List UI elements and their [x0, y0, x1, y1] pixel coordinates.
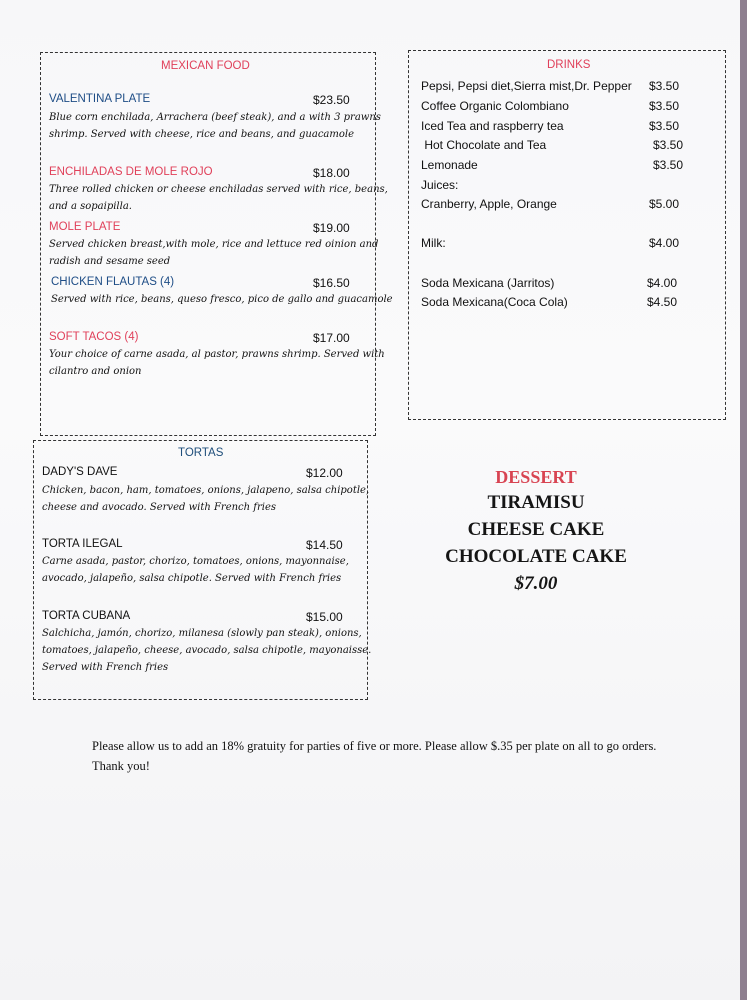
menu-item-description: Blue corn enchilada, Arrachera (beef steak), and a with 3 prawns — [49, 112, 381, 123]
drink-name: Hot Chocolate and Tea — [421, 138, 547, 152]
drink-name: Lemonade — [421, 158, 478, 172]
menu-item-name: SOFT TACOS (4) — [49, 331, 139, 343]
drink-price: $4.00 — [647, 276, 678, 290]
drink-price: $3.50 — [653, 138, 684, 152]
drink-row — [421, 236, 715, 254]
drink-price: $3.50 — [653, 158, 684, 172]
gratuity-note: Please allow us to add an 18% gratuity for parties of five or more. Please allow $.35 per plate on all to go orders. Thank you! — [92, 739, 657, 773]
drink-name: Coffee Organic Colombiano — [421, 99, 569, 113]
torta-name: TORTA ILEGAL — [42, 538, 123, 550]
drinks-title: DRINKS — [547, 59, 591, 71]
mexican-food-title: MEXICAN FOOD — [161, 60, 250, 72]
torta-description: Served with French fries — [42, 662, 169, 673]
dessert-price: $7.00 — [514, 573, 558, 594]
torta-description: Carne asada, pastor, chorizo, tomatoes, onions, mayonnaise, — [42, 556, 349, 567]
torta-name: TORTA CUBANA — [42, 610, 131, 622]
drink-price: $4.50 — [647, 295, 678, 309]
dessert-title: DESSERT — [495, 467, 577, 487]
drink-row — [421, 197, 715, 215]
drink-row — [421, 99, 715, 117]
drink-row — [421, 79, 715, 97]
torta-price: $12.00 — [306, 466, 343, 480]
menu-item-price: $18.00 — [313, 166, 350, 180]
drink-row — [421, 119, 715, 137]
drink-row — [421, 138, 715, 156]
torta-description: Chicken, bacon, ham, tomatoes, onions, jalapeno, salsa chipotle, — [42, 485, 370, 496]
dessert-item: CHEESE CAKE — [467, 519, 605, 540]
drink-name: Pepsi, Pepsi diet,Sierra mist,Dr. Pepper — [421, 79, 632, 93]
torta-price: $15.00 — [306, 610, 343, 624]
drink-name: Juices: — [421, 178, 459, 192]
drink-price: $3.50 — [649, 119, 680, 133]
menu-item-description: cilantro and onion — [49, 366, 142, 377]
torta-price: $14.50 — [306, 538, 343, 552]
menu-item-price: $16.50 — [313, 276, 350, 290]
drink-row — [421, 295, 715, 313]
menu-item-name: VALENTINA PLATE — [49, 93, 151, 105]
drink-price: $5.00 — [649, 197, 680, 211]
menu-item-name: MOLE PLATE — [49, 221, 121, 233]
drink-row — [421, 276, 715, 294]
tortas-title: TORTAS — [178, 447, 224, 459]
menu-item-description: and a sopaipilla. — [49, 201, 132, 212]
mexican-food-section — [40, 52, 393, 436]
drink-name: Soda Mexicana(Coca Cola) — [421, 295, 568, 309]
torta-description: Salchicha, jamón, chorizo, milanesa (slowly pan steak), onions, — [42, 628, 362, 639]
menu-item-name: ENCHILADAS DE MOLE ROJO — [49, 166, 213, 178]
dessert-item: TIRAMISU — [487, 492, 585, 513]
drink-name: Milk: — [421, 236, 446, 250]
torta-description: cheese and avocado. Served with French fries — [42, 502, 277, 513]
drink-price: $4.00 — [649, 236, 680, 250]
page-edge — [740, 0, 747, 1000]
menu-item-name: CHICKEN FLAUTAS (4) — [51, 276, 175, 288]
drink-price: $3.50 — [649, 99, 680, 113]
menu-item-price: $23.50 — [313, 93, 350, 107]
dessert-item: CHOCOLATE CAKE — [445, 546, 627, 567]
menu-item-price: $19.00 — [313, 221, 350, 235]
torta-description: tomatoes, jalapeño, cheese, avocado, salsa chipotle, mayonaisse. — [42, 645, 372, 656]
menu-item-description: Three rolled chicken or cheese enchiladas served with rice, beans, — [49, 184, 388, 195]
drinks-section — [408, 50, 726, 420]
menu-item-description: radish and sesame seed — [49, 256, 171, 267]
menu-item-price: $17.00 — [313, 331, 350, 345]
tortas-section — [33, 440, 372, 700]
drink-name: Iced Tea and raspberry tea — [421, 119, 564, 133]
torta-name: DADY'S DAVE — [42, 466, 118, 478]
drink-name: Cranberry, Apple, Orange — [421, 197, 557, 211]
menu-item-description: Your choice of carne asada, al pastor, prawns shrimp. Served with — [49, 349, 385, 360]
menu-item-description: shrimp. Served with cheese, rice and beans, and guacamole — [49, 129, 355, 140]
menu-item-description: Served with rice, beans, queso fresco, pico de gallo and guacamole — [51, 294, 393, 305]
drink-price: $3.50 — [649, 79, 680, 93]
torta-description: avocado, jalapeño, salsa chipotle. Served with French fries — [42, 573, 342, 584]
drink-name: Soda Mexicana (Jarritos) — [421, 276, 555, 290]
menu-item-description: Served chicken breast,with mole, rice and lettuce red oinion and — [49, 239, 379, 250]
drink-row — [421, 178, 715, 196]
drink-row — [421, 158, 715, 176]
